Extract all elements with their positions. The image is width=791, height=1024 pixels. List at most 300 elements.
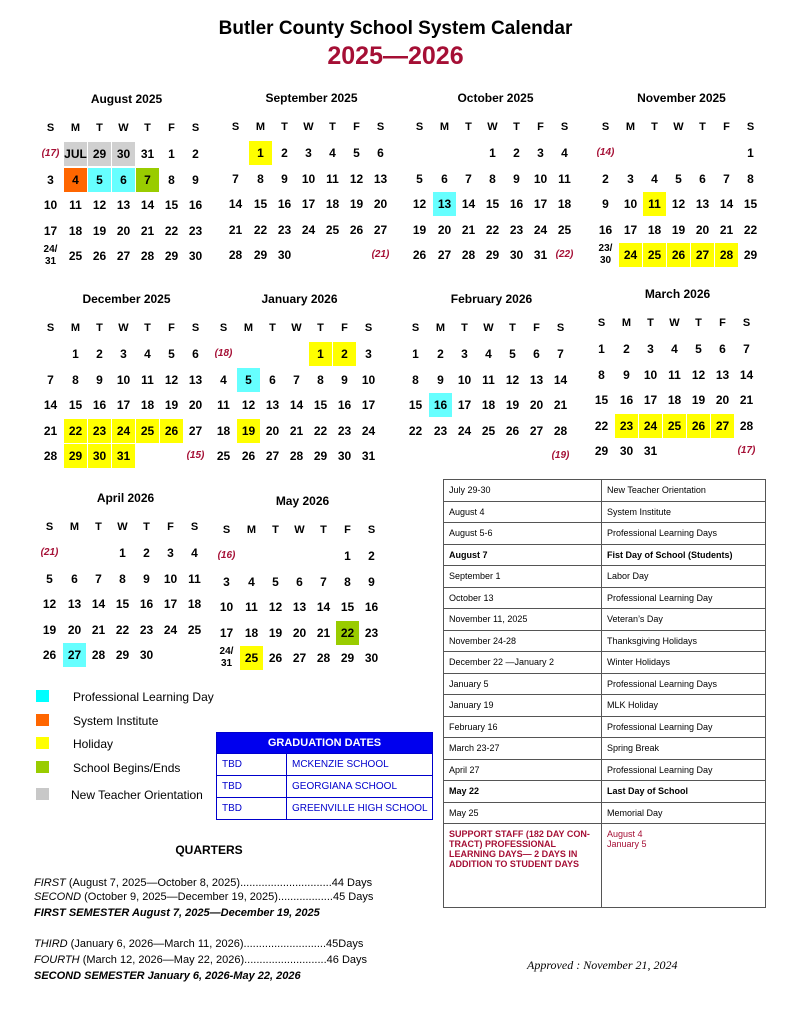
day-cell: 6 bbox=[441, 171, 448, 186]
day-header: W bbox=[669, 317, 680, 329]
day-cell: 21 bbox=[43, 423, 58, 438]
day-cell: 24 bbox=[639, 414, 662, 438]
day-cell: 25 bbox=[643, 243, 666, 267]
day-cell: 4 bbox=[485, 347, 492, 361]
day-cell: 17 bbox=[163, 597, 178, 611]
legend-swatch-institute bbox=[36, 714, 49, 726]
day-cell: 23 bbox=[433, 423, 448, 438]
day-cell: 16 bbox=[509, 197, 524, 211]
event-row bbox=[444, 759, 766, 781]
day-cell: 17 bbox=[457, 398, 472, 412]
day-cell bbox=[711, 439, 734, 463]
day-header: S bbox=[597, 317, 606, 329]
day-cell: 5 bbox=[88, 168, 111, 192]
day-cell: 23 bbox=[337, 423, 352, 438]
day-header: S bbox=[560, 121, 569, 133]
month-title: April 2026 bbox=[96, 491, 155, 505]
day-cell: 29 bbox=[743, 248, 758, 262]
day-cell bbox=[224, 141, 247, 165]
day-cell: 7 bbox=[136, 168, 159, 192]
quarter-range: (August 7, 2025—October 8, 2025) bbox=[65, 877, 241, 889]
day-cell: 22 bbox=[253, 222, 268, 237]
month-calendar bbox=[215, 494, 390, 684]
day-cell bbox=[261, 342, 284, 366]
quarter-third bbox=[34, 938, 363, 950]
day-cell: 14 bbox=[553, 372, 568, 387]
day-number: 23/ bbox=[598, 243, 613, 254]
day-cell: 21 bbox=[553, 398, 568, 412]
day-header: W bbox=[303, 121, 314, 133]
month-calendar bbox=[404, 292, 579, 482]
day-cell: 15 bbox=[408, 398, 423, 412]
day-cell: 15 bbox=[340, 600, 355, 614]
day-cell: 26 bbox=[412, 248, 427, 262]
day-number: 24/ bbox=[43, 244, 58, 255]
day-header: T bbox=[699, 121, 706, 133]
day-cell bbox=[297, 243, 320, 267]
day-cell: 26 bbox=[349, 222, 364, 237]
event-date: August 4 bbox=[444, 501, 602, 523]
day-cell: 14 bbox=[91, 597, 106, 611]
day-cell: 14 bbox=[316, 600, 331, 614]
day-cell: 27 bbox=[116, 249, 131, 263]
day-count: (14) bbox=[596, 147, 615, 158]
day-cell: 20 bbox=[529, 398, 544, 412]
day-cell: 25 bbox=[240, 646, 263, 670]
day-header: M bbox=[439, 121, 450, 133]
day-cell: 9 bbox=[143, 571, 150, 586]
day-cell: 13 bbox=[292, 600, 307, 614]
quarter-second bbox=[34, 891, 373, 903]
day-header: T bbox=[269, 322, 276, 334]
day-cell: 30 bbox=[277, 248, 292, 262]
day-cell: 20 bbox=[188, 398, 203, 412]
event-name: Labor Day bbox=[602, 566, 766, 588]
day-cell: 9 bbox=[368, 574, 375, 589]
day-cell bbox=[594, 243, 617, 267]
day-cell: 21 bbox=[140, 223, 155, 238]
day-cell: 16 bbox=[188, 198, 203, 212]
day-cell: 14 bbox=[289, 398, 304, 412]
day-cell: 30 bbox=[88, 444, 111, 468]
event-row bbox=[444, 716, 766, 738]
day-cell: 15 bbox=[743, 197, 758, 211]
legend-label: Professional Learning Day bbox=[73, 690, 214, 704]
day-cell: 1 bbox=[168, 147, 175, 161]
day-cell: 24 bbox=[163, 622, 178, 637]
day-cell: 11 bbox=[141, 372, 154, 387]
month-title: December 2025 bbox=[82, 292, 171, 306]
day-cell: 5 bbox=[675, 171, 682, 186]
day-cell: 19 bbox=[505, 398, 520, 412]
month-calendar bbox=[594, 91, 769, 281]
day-header: M bbox=[243, 322, 254, 334]
day-cell bbox=[453, 444, 476, 468]
legend-item-professional bbox=[36, 690, 236, 706]
day-header: S bbox=[46, 122, 55, 134]
day-cell: 27 bbox=[711, 414, 734, 438]
day-cell: 15 bbox=[115, 597, 130, 611]
day-cell: 13 bbox=[529, 372, 544, 387]
day-cell: 28 bbox=[316, 651, 331, 665]
day-cell: 11 bbox=[326, 171, 339, 186]
day-cell: 6 bbox=[112, 168, 135, 192]
day-header: W bbox=[483, 322, 494, 334]
legend-item-holiday bbox=[36, 737, 236, 753]
day-number: 31 bbox=[44, 256, 57, 267]
day-cell: 25 bbox=[481, 423, 496, 438]
day-cell: 24 bbox=[457, 423, 472, 438]
day-cell: 27 bbox=[529, 423, 544, 438]
event-name: System Institute bbox=[602, 501, 766, 523]
day-cell: 2 bbox=[513, 146, 520, 160]
day-cell: 16 bbox=[364, 600, 379, 614]
day-cell: 17 bbox=[301, 197, 316, 211]
day-cell bbox=[136, 444, 159, 468]
day-cell: 19 bbox=[268, 625, 283, 640]
day-cell bbox=[63, 541, 86, 565]
day-cell: 13 bbox=[67, 597, 82, 611]
day-cell: 21 bbox=[289, 423, 304, 438]
quarter-name: FOURTH bbox=[34, 954, 80, 966]
quarter-name: SECOND bbox=[34, 891, 82, 903]
day-header: T bbox=[281, 121, 288, 133]
day-cell: 19 bbox=[164, 398, 179, 412]
day-cell: 13 bbox=[433, 192, 456, 216]
day-header: W bbox=[294, 524, 305, 536]
day-cell: 15 bbox=[253, 197, 268, 211]
day-cell: 25 bbox=[663, 414, 686, 438]
day-cell: 15 bbox=[594, 393, 609, 407]
day-header: W bbox=[487, 121, 498, 133]
day-cell bbox=[321, 243, 344, 267]
day-cell: 29 bbox=[594, 444, 609, 458]
day-cell: 14 bbox=[719, 197, 734, 211]
support-date: August 4 bbox=[607, 829, 643, 839]
day-cell: 6 bbox=[192, 347, 199, 361]
day-cell: 28 bbox=[228, 248, 243, 262]
day-header: M bbox=[69, 521, 80, 533]
day-cell bbox=[457, 141, 480, 165]
day-cell: 19 bbox=[349, 197, 364, 211]
day-cell: 16 bbox=[429, 393, 452, 417]
quarter-dots: .............................. bbox=[240, 877, 332, 889]
day-cell: 22 bbox=[115, 622, 130, 637]
day-header: T bbox=[95, 521, 102, 533]
day-header: M bbox=[621, 317, 632, 329]
quarter-range: (October 9, 2025—December 19, 2025) bbox=[81, 891, 278, 903]
day-cell bbox=[39, 244, 62, 268]
day-cell: 30 bbox=[619, 444, 634, 458]
day-header: S bbox=[367, 524, 376, 536]
legend-item-institute bbox=[36, 714, 236, 730]
day-cell: 6 bbox=[377, 146, 384, 160]
day-cell: 25 bbox=[136, 419, 159, 443]
graduation-title: GRADUATION DATES bbox=[217, 733, 432, 753]
day-cell: 3 bbox=[627, 171, 634, 186]
day-cell: 8 bbox=[747, 171, 754, 186]
day-cell: 27 bbox=[188, 423, 203, 438]
day-cell: 17 bbox=[116, 398, 131, 412]
day-header: T bbox=[695, 317, 702, 329]
day-cell: 2 bbox=[333, 342, 356, 366]
event-date: December 22 —January 2 bbox=[444, 652, 602, 674]
day-cell: 22 bbox=[743, 222, 758, 237]
day-cell: 29 bbox=[64, 444, 87, 468]
day-cell: 10 bbox=[361, 372, 376, 387]
event-row bbox=[444, 523, 766, 545]
day-cell: 3 bbox=[47, 172, 54, 187]
day-number: 31 bbox=[220, 658, 233, 669]
day-cell: 11 bbox=[668, 367, 681, 382]
day-cell: 20 bbox=[437, 222, 452, 237]
day-cell bbox=[663, 439, 686, 463]
legend-label: School Begins/Ends bbox=[73, 761, 181, 775]
day-cell: 21 bbox=[228, 222, 243, 237]
day-cell bbox=[643, 141, 666, 165]
month-calendar bbox=[39, 292, 214, 482]
day-cell: 4 bbox=[651, 171, 658, 186]
event-name: Fist Day of School (Students) bbox=[602, 544, 766, 566]
day-cell: 18 bbox=[647, 222, 662, 237]
day-cell: 2 bbox=[437, 347, 444, 361]
day-cell: 5 bbox=[416, 171, 423, 186]
day-cell: 25 bbox=[68, 249, 83, 263]
day-cell: 3 bbox=[120, 347, 127, 361]
day-cell: 11 bbox=[69, 198, 82, 212]
day-cell: 2 bbox=[368, 549, 375, 563]
day-cell: 20 bbox=[373, 197, 388, 211]
day-cell: 3 bbox=[223, 574, 230, 589]
day-cell: 29 bbox=[164, 249, 179, 263]
quarter-dots: ........................... bbox=[244, 954, 327, 966]
day-cell: 24 bbox=[619, 243, 642, 267]
day-cell: 22 bbox=[164, 223, 179, 238]
day-count: (17) bbox=[737, 445, 756, 456]
day-header: T bbox=[651, 121, 658, 133]
day-header: M bbox=[255, 121, 266, 133]
event-date: July 29-30 bbox=[444, 480, 602, 502]
day-cell bbox=[404, 444, 427, 468]
day-cell: 6 bbox=[719, 342, 726, 356]
day-header: F bbox=[719, 317, 726, 329]
calendar-title: Butler County School System Calendar bbox=[218, 18, 573, 39]
day-cell: 28 bbox=[43, 449, 58, 463]
day-cell: 23 bbox=[364, 625, 379, 640]
day-cell: 18 bbox=[68, 223, 83, 238]
legend-swatch-school bbox=[36, 761, 49, 773]
graduation-row bbox=[217, 775, 432, 797]
day-header: F bbox=[353, 121, 360, 133]
day-cell: 30 bbox=[112, 142, 135, 166]
day-header: S bbox=[746, 121, 755, 133]
event-name: Memorial Day bbox=[602, 802, 766, 824]
approval-note: Approved : November 21, 2024 bbox=[527, 958, 678, 972]
month-title: May 2026 bbox=[275, 494, 330, 508]
day-header: S bbox=[46, 322, 55, 334]
day-count: (15) bbox=[186, 450, 205, 461]
day-cell: 10 bbox=[623, 197, 638, 211]
day-cell: 30 bbox=[509, 248, 524, 262]
day-cell: 14 bbox=[140, 198, 155, 212]
day-header: S bbox=[742, 317, 751, 329]
quarter-first bbox=[34, 877, 372, 889]
event-date: September 1 bbox=[444, 566, 602, 588]
day-cell: 24 bbox=[361, 423, 376, 438]
day-cell: 13 bbox=[116, 198, 131, 212]
event-name: Last Day of School bbox=[602, 781, 766, 803]
day-cell: 8 bbox=[317, 372, 324, 387]
day-cell: 12 bbox=[671, 197, 686, 211]
day-header: W bbox=[118, 322, 129, 334]
day-cell: 11 bbox=[245, 600, 258, 614]
day-header: T bbox=[144, 122, 151, 134]
graduation-row bbox=[217, 797, 432, 819]
event-name: Professional Learning Day bbox=[602, 587, 766, 609]
day-cell: 23 bbox=[615, 414, 638, 438]
day-cell: 7 bbox=[557, 347, 564, 361]
day-cell: 29 bbox=[340, 651, 355, 665]
day-cell bbox=[429, 444, 452, 468]
day-cell: 9 bbox=[437, 372, 444, 387]
day-cell: 24 bbox=[533, 222, 548, 237]
day-cell: 6 bbox=[699, 171, 706, 186]
day-cell: 18 bbox=[667, 393, 682, 407]
day-cell: 15 bbox=[164, 198, 179, 212]
day-cell: 12 bbox=[241, 398, 256, 412]
day-cell: 29 bbox=[88, 142, 111, 166]
day-cell bbox=[691, 141, 714, 165]
day-count: (21) bbox=[371, 249, 390, 260]
day-cell: 4 bbox=[191, 546, 198, 560]
day-cell: 7 bbox=[743, 342, 750, 356]
day-cell: 11 bbox=[217, 398, 230, 412]
day-cell: 1 bbox=[489, 146, 496, 160]
day-cell bbox=[159, 643, 182, 667]
day-header: F bbox=[167, 521, 174, 533]
quarter-fourth bbox=[34, 954, 367, 966]
day-cell: 13 bbox=[265, 398, 280, 412]
day-header: W bbox=[673, 121, 684, 133]
day-cell: 27 bbox=[265, 449, 280, 463]
graduation-table bbox=[216, 732, 433, 820]
day-cell: 18 bbox=[216, 423, 231, 438]
day-cell: 4 bbox=[329, 146, 336, 160]
event-date: August 7 bbox=[444, 544, 602, 566]
support-date: January 5 bbox=[607, 839, 647, 849]
day-cell: 20 bbox=[715, 393, 730, 407]
day-cell: 15 bbox=[313, 398, 328, 412]
day-cell: 3 bbox=[537, 146, 544, 160]
day-cell: 10 bbox=[643, 367, 658, 382]
day-cell: 4 bbox=[144, 347, 151, 361]
day-cell: 23 bbox=[188, 223, 203, 238]
day-cell: 7 bbox=[320, 574, 327, 589]
day-cell: 31 bbox=[643, 444, 658, 458]
day-cell: 31 bbox=[361, 449, 376, 463]
day-header: T bbox=[317, 322, 324, 334]
day-cell: 22 bbox=[408, 423, 423, 438]
day-cell: 18 bbox=[481, 398, 496, 412]
day-header: T bbox=[320, 524, 327, 536]
day-cell: 25 bbox=[216, 449, 231, 463]
day-cell bbox=[183, 643, 206, 667]
day-cell: 9 bbox=[602, 197, 609, 211]
day-cell: 24 bbox=[301, 222, 316, 237]
day-header: T bbox=[272, 524, 279, 536]
month-title: September 2025 bbox=[265, 91, 358, 105]
graduation-date: TBD bbox=[217, 754, 287, 775]
day-cell: 8 bbox=[598, 367, 605, 382]
day-cell: 27 bbox=[292, 651, 307, 665]
day-cell: 7 bbox=[465, 171, 472, 186]
event-row bbox=[444, 738, 766, 760]
day-cell: 17 bbox=[623, 222, 638, 237]
day-header: T bbox=[329, 121, 336, 133]
day-header: M bbox=[70, 322, 81, 334]
day-cell: 2 bbox=[143, 546, 150, 560]
event-row bbox=[444, 480, 766, 502]
day-cell bbox=[285, 342, 308, 366]
day-cell: 7 bbox=[723, 171, 730, 186]
day-cell: 20 bbox=[695, 222, 710, 237]
day-cell: 10 bbox=[533, 171, 548, 186]
day-cell: 19 bbox=[691, 393, 706, 407]
day-cell: 28 bbox=[461, 248, 476, 262]
day-cell: 27 bbox=[63, 643, 86, 667]
month-title: February 2026 bbox=[450, 292, 533, 306]
day-cell: 17 bbox=[361, 398, 376, 412]
day-cell: 16 bbox=[619, 393, 634, 407]
day-header: S bbox=[191, 122, 200, 134]
day-cell: 20 bbox=[116, 223, 131, 238]
day-cell: 5 bbox=[509, 347, 516, 361]
day-cell: 13 bbox=[715, 367, 730, 382]
day-cell: 7 bbox=[232, 171, 239, 186]
quarter-name: FIRST bbox=[34, 877, 66, 889]
day-header: M bbox=[246, 524, 257, 536]
day-header: F bbox=[533, 322, 540, 334]
day-cell: 28 bbox=[289, 449, 304, 463]
day-cell: 23 bbox=[88, 419, 111, 443]
second-semester: SECOND SEMESTER January 6, 2026-May 22, 2026 bbox=[34, 970, 301, 982]
legend-item-school bbox=[36, 761, 236, 777]
day-cell: 12 bbox=[42, 597, 57, 611]
day-cell: 11 bbox=[643, 192, 666, 216]
day-cell: 22 bbox=[336, 621, 359, 645]
legend-swatch-professional bbox=[36, 690, 49, 702]
legend-swatch-holiday bbox=[36, 737, 49, 749]
day-count: (22) bbox=[555, 249, 574, 260]
day-cell: 20 bbox=[67, 622, 82, 637]
day-cell: 10 bbox=[43, 198, 58, 212]
day-cell: 4 bbox=[220, 372, 227, 387]
day-cell: 26 bbox=[667, 243, 690, 267]
day-cell: 8 bbox=[257, 171, 264, 186]
event-date: May 22 bbox=[444, 781, 602, 803]
day-cell: 18 bbox=[140, 398, 155, 412]
day-cell: 18 bbox=[187, 597, 202, 611]
event-date: January 5 bbox=[444, 673, 602, 695]
day-cell: 9 bbox=[623, 367, 630, 382]
day-cell: 31 bbox=[533, 248, 548, 262]
support-staff-note: SUPPORT STAFF (182 DAY CON-TRACT) PROFESSIONAL LEARNING DAYS— 2 DAYS IN ADDITION TO STUDENT DAYS bbox=[444, 824, 602, 908]
event-row bbox=[444, 609, 766, 631]
day-cell: 26 bbox=[687, 414, 710, 438]
quarter-days: 45 Days bbox=[332, 891, 374, 903]
day-cell: 23 bbox=[139, 622, 154, 637]
graduation-school: GEORGIANA SCHOOL bbox=[292, 781, 398, 792]
